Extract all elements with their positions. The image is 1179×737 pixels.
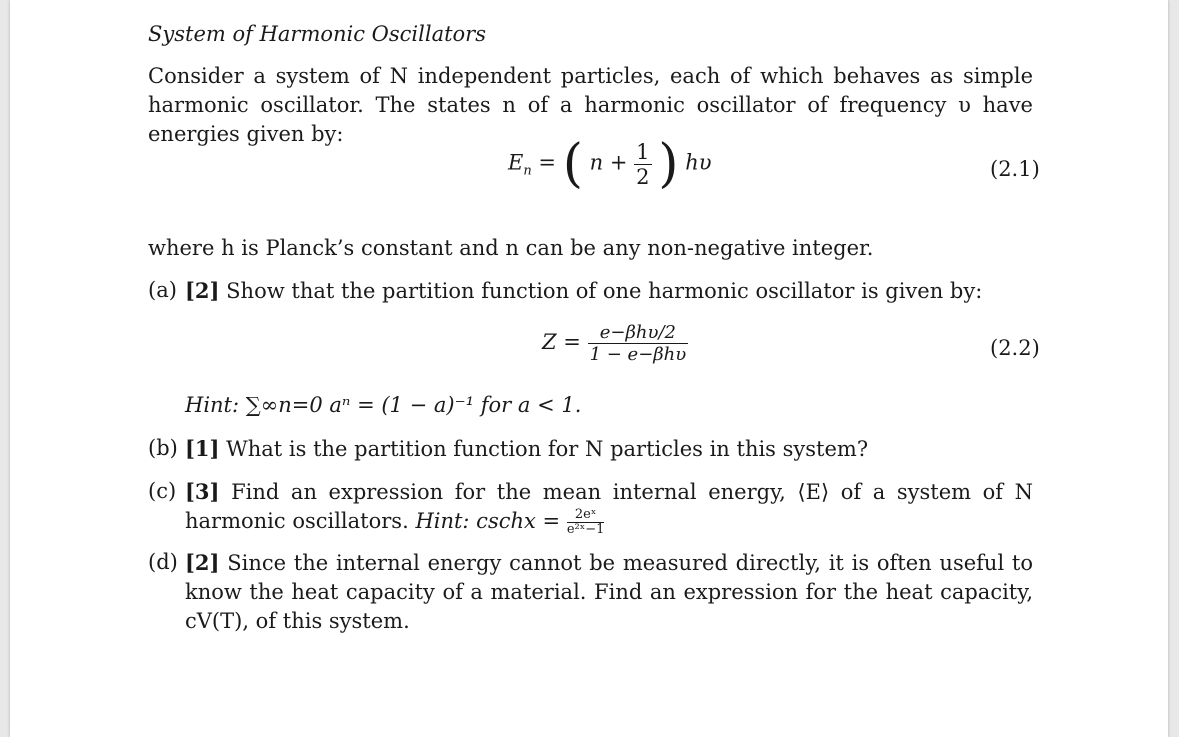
document-page — [10, 0, 1168, 737]
part-c-hint-num: 2eˣ — [567, 508, 605, 523]
part-a-label: (a) — [148, 278, 177, 302]
eq2-lhs: Z = — [542, 330, 581, 354]
part-c-label: (c) — [148, 479, 177, 503]
equation-number-2-1: (2.1) — [990, 157, 1040, 181]
eq1-frac-num: 1 — [636, 139, 650, 164]
eq2-num: e−βhυ/2 — [588, 322, 689, 344]
part-c — [148, 477, 1033, 537]
eq1-frac-den: 2 — [636, 164, 650, 189]
part-a — [148, 276, 1033, 306]
part-c-hint-fraction — [567, 508, 605, 537]
equation-2-2 — [542, 322, 688, 365]
part-c-points: [3] — [185, 479, 220, 504]
part-d-label: (d) — [148, 550, 178, 574]
equation-number-2-2: (2.2) — [990, 336, 1040, 360]
part-d — [148, 548, 1033, 636]
part-b — [148, 434, 1033, 464]
eq1-inner: n + — [589, 150, 628, 175]
part-b-points: [1] — [185, 436, 220, 461]
hint-a: Hint: ∑∞n=0 aⁿ = (1 − a)⁻¹ for a < 1. — [185, 393, 582, 417]
eq1-fraction — [634, 140, 651, 189]
part-c-hint-label: Hint: cschx = — [415, 509, 561, 533]
part-d-text: Since the internal energy cannot be measured directly, it is often useful to know the heat capacity of a material. Find an expression for the heat capacity, cV(T), of this system. — [185, 551, 1033, 633]
part-d-points: [2] — [185, 550, 220, 575]
eq2-den: 1 − e−βhυ — [589, 344, 687, 365]
part-b-label: (b) — [148, 436, 178, 460]
part-c-text: Find an expression for the mean internal energy, ⟨E⟩ of a system of N harmonic oscillators. — [185, 480, 1033, 533]
eq1-rhs: hυ — [685, 150, 712, 175]
part-a-points: [2] — [185, 278, 220, 303]
intro-paragraph: Consider a system of N independent particles, each of which behaves as simple harmonic oscillator. The states n of a harmonic oscillator of frequency υ have energies given by: — [148, 64, 1033, 146]
eq1-lhs-sub: n — [523, 163, 532, 179]
eq1-lhs: E — [508, 150, 524, 175]
equation-2-1: $E_n$ = ( n + $\frac{1}{2}$ ) hυ — [508, 134, 712, 194]
where-paragraph: where h is Planck’s constant and n can be any non-negative integer. — [148, 236, 874, 260]
part-c-hint-den: e²ˣ−1 — [566, 522, 605, 537]
part-b-text: What is the partition function for N particles in this system? — [226, 437, 869, 461]
eq2-fraction — [588, 322, 689, 365]
section-title: System of Harmonic Oscillators — [148, 22, 486, 46]
part-a-text: Show that the partition function of one harmonic oscillator is given by: — [226, 279, 983, 303]
